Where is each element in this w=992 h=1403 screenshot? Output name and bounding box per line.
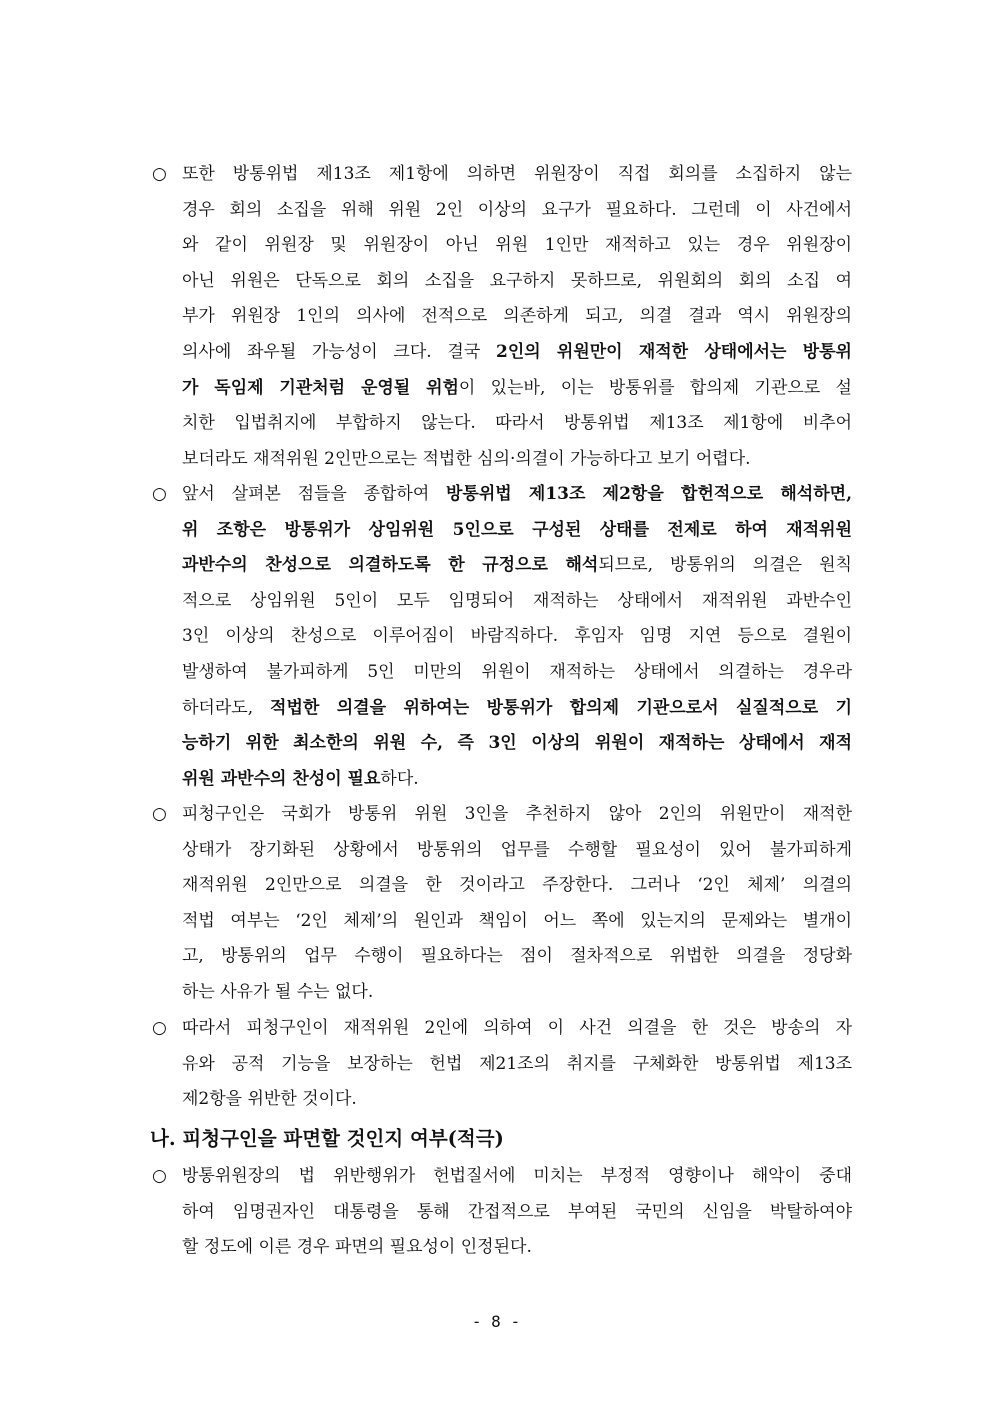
text: 앞서 살펴본 점들을 종합하여 <box>182 484 446 504</box>
paragraph-4 <box>152 1011 852 1118</box>
text-line <box>182 1230 852 1266</box>
bold-text: 과반수의 찬성으로 의결하도록 한 규정으로 해석 <box>182 555 599 576</box>
text: 하는 사유가 될 수는 없다. <box>182 981 374 1002</box>
text-line <box>182 513 852 549</box>
text: 보더라도 재적위원 2인만으로는 적법한 심의·의결이 가능하다고 보기 어렵다. <box>182 448 751 469</box>
text-line <box>182 939 852 975</box>
text: 할 정도에 이른 경우 파면의 필요성이 인정된다. <box>182 1237 532 1258</box>
bold-text: 가 독임제 기관처럼 운영될 위험 <box>182 377 459 398</box>
text-line <box>182 335 852 371</box>
text-line <box>182 228 852 264</box>
paragraph-1 <box>152 157 852 477</box>
paragraph-3 <box>152 797 852 1011</box>
text: 고, 방통위의 업무 수행이 필요하다는 점이 절차적으로 위법한 의결을 정당화 <box>182 946 852 967</box>
text-line <box>182 762 852 798</box>
text-line <box>182 477 852 513</box>
text: 의사에 좌우될 가능성이 크다. 결국 <box>182 341 496 362</box>
text-line <box>182 1047 852 1083</box>
text: 상태가 장기화된 상황에서 방통위의 업무를 수행할 필요성이 있어 불가피하게 <box>182 839 852 860</box>
text-line <box>182 726 852 762</box>
text-line <box>182 584 852 620</box>
text: 아닌 위원은 단독으로 회의 소집을 요구하지 못하므로, 위원회의 회의 소집 여 <box>182 270 852 291</box>
bold-text: 방통위법 제13조 제2항을 합헌적으로 해석하면, <box>446 484 852 504</box>
bold-text: 위 조항은 방통위가 상임위원 5인으로 구성된 상태를 전제로 하여 재적위원 <box>182 519 852 540</box>
text: 치한 입법취지에 부합하지 않는다. 따라서 방통위법 제13조 제1항에 비추어 <box>182 413 852 434</box>
text-line <box>182 833 852 869</box>
section-heading: 나. 피청구인을 파면할 것인지 여부(적극) <box>150 1127 504 1150</box>
text: 경우 회의 소집을 위해 위원 2인 이상의 요구가 필요하다. 그런데 이 사건에서 <box>182 199 852 220</box>
text-line <box>182 299 852 335</box>
bold-text: 능하기 위한 최소한의 위원 수, 즉 3인 이상의 위원이 재적하는 상태에서 재적 <box>182 733 852 754</box>
text-line <box>182 1082 852 1118</box>
text: 부가 위원장 1인의 의사에 전적으로 의존하게 되고, 의결 결과 역시 위원장의 <box>182 306 852 327</box>
text-line <box>182 193 852 229</box>
text: 또한 방통위법 제13조 제1항에 의하면 위원장이 직접 회의를 소집하지 않는 <box>182 164 852 184</box>
text-line <box>182 797 852 833</box>
text-line <box>182 157 852 193</box>
paragraph-2 <box>152 477 852 797</box>
text: 3인 이상의 찬성으로 이루어짐이 바람직하다. 후임자 임명 지연 등으로 결원이 <box>182 626 852 647</box>
text: 유와 공적 기능을 보장하는 헌법 제21조의 취지를 구체화한 방통위법 제13조 <box>182 1053 852 1074</box>
text-line <box>182 548 852 584</box>
text-line <box>182 691 852 727</box>
text: 하여 임명권자인 대통령을 통해 간접적으로 부여된 국민의 신임을 박탈하여야 <box>182 1201 852 1222</box>
bold-text: 적법한 의결을 위하여는 방통위가 합의제 기관으로서 실질적으로 기 <box>270 697 852 718</box>
text: 따라서 피청구인이 재적위원 2인에 의하여 이 사건 의결을 한 것은 방송의 자 <box>182 1018 852 1038</box>
text-line <box>182 1011 852 1047</box>
text: 이 있는바, 이는 방통위를 합의제 기관으로 설 <box>458 377 852 398</box>
bullet-circle-icon: ○ <box>152 164 167 184</box>
text-line <box>182 1159 852 1195</box>
text: 피청구인은 국회가 방통위 위원 3인을 추천하지 않아 2인의 위원만이 재적한 <box>182 804 852 824</box>
text-line <box>182 619 852 655</box>
text-line <box>182 904 852 940</box>
bold-text: 위원 과반수의 찬성이 필요 <box>182 768 381 789</box>
text: 발생하여 불가피하게 5인 미만의 위원이 재적하는 상태에서 의결하는 경우라 <box>182 661 852 682</box>
bullet-circle-icon: ○ <box>152 1018 167 1038</box>
text: 와 같이 위원장 및 위원장이 아닌 위원 1인만 재적하고 있는 경우 위원장이 <box>182 235 852 256</box>
text-line <box>182 1195 852 1231</box>
bold-text: 2인의 위원만이 재적한 상태에서는 방통위 <box>495 341 852 362</box>
text: 적법 여부는 ‘2인 체제’의 원인과 책임이 어느 쪽에 있는지의 문제와는 별개이 <box>182 910 852 931</box>
text: 재적위원 2인만으로 의결을 한 것이라고 주장한다. 그러나 ‘2인 체제’ 의결의 <box>182 875 852 896</box>
text: 제2항을 위반한 것이다. <box>182 1089 357 1110</box>
text: 하더라도, <box>182 697 271 718</box>
text: 하다. <box>380 768 419 789</box>
text-line <box>182 442 852 478</box>
text: 적으로 상임위원 5인이 모두 임명되어 재적하는 상태에서 재적위원 과반수인 <box>182 590 852 611</box>
text: 되므로, 방통위의 의결은 원칙 <box>598 555 852 576</box>
paragraph-5 <box>152 1159 852 1266</box>
text-line <box>182 655 852 691</box>
page-number: - 8 - <box>471 1312 521 1331</box>
text-line <box>182 371 852 407</box>
text-line <box>182 264 852 300</box>
bullet-circle-icon: ○ <box>152 484 167 504</box>
bullet-circle-icon: ○ <box>152 804 167 824</box>
bullet-circle-icon: ○ <box>152 1166 167 1186</box>
text-line <box>182 406 852 442</box>
text-line <box>182 975 852 1011</box>
text-line <box>182 868 852 904</box>
text: 방통위원장의 법 위반행위가 헌법질서에 미치는 부정적 영향이나 해악이 중대 <box>182 1166 852 1186</box>
